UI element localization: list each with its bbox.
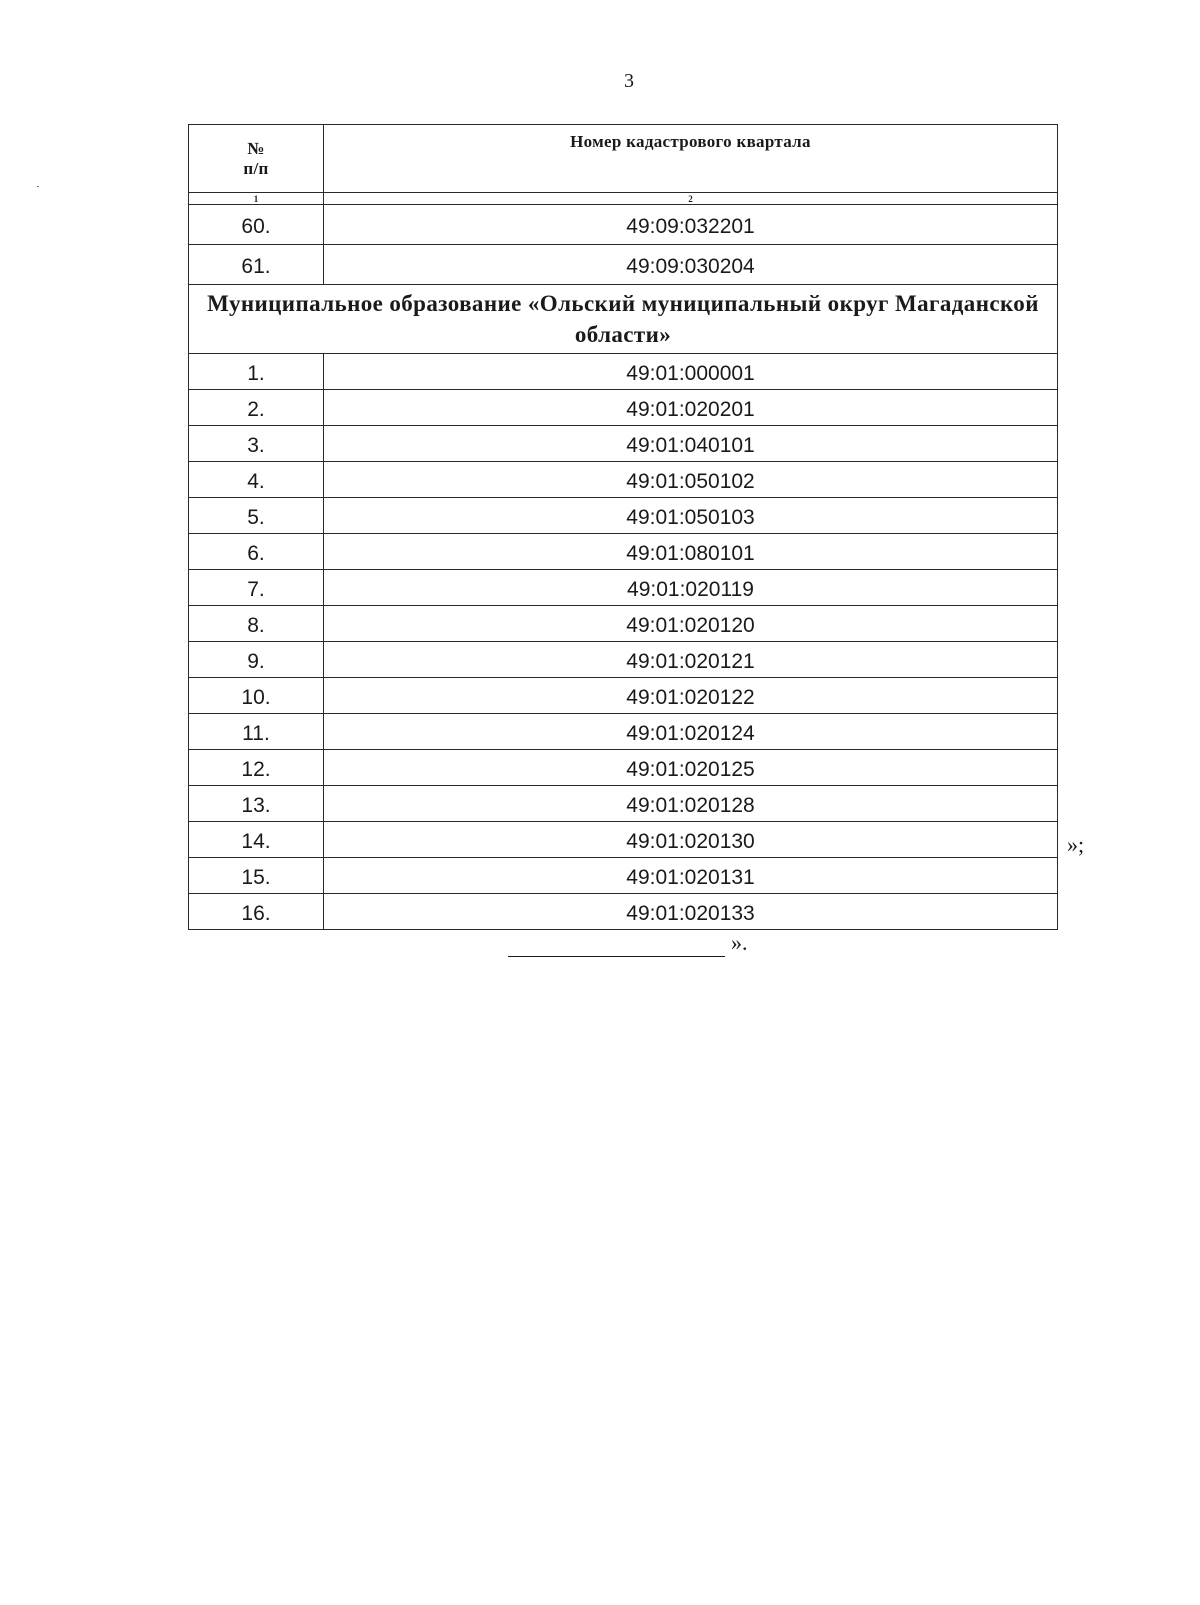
row-num: 8. bbox=[189, 606, 324, 642]
table-row bbox=[189, 714, 1058, 750]
table-row bbox=[189, 894, 1058, 930]
row-num: 60. bbox=[189, 205, 324, 245]
table-row bbox=[189, 642, 1058, 678]
row-cadastral: 49:01:020201 bbox=[324, 390, 1058, 426]
row-cadastral: 49:01:080101 bbox=[324, 534, 1058, 570]
closing-quote-mark: »; bbox=[1067, 832, 1085, 857]
row-num: 3. bbox=[189, 426, 324, 462]
row-num: 14. bbox=[189, 822, 324, 858]
column-index-row bbox=[189, 193, 1058, 205]
table-row bbox=[189, 354, 1058, 390]
row-cadastral: 49:09:032201 bbox=[324, 205, 1058, 245]
table-row bbox=[189, 462, 1058, 498]
row-cadastral: 49:01:020130 bbox=[324, 822, 1058, 858]
row-cadastral: 49:01:020125 bbox=[324, 750, 1058, 786]
column-index-num: 1 bbox=[189, 193, 324, 205]
row-cadastral: 49:01:020121 bbox=[324, 642, 1058, 678]
row-num: 1. bbox=[189, 354, 324, 390]
row-cadastral: 49:01:020122 bbox=[324, 678, 1058, 714]
table-row bbox=[189, 390, 1058, 426]
page-number: 3 bbox=[624, 70, 634, 92]
header-cadastral: Номер кадастрового квартала bbox=[324, 125, 1058, 193]
cadastral-quarters-table bbox=[188, 124, 1058, 930]
row-num: 12. bbox=[189, 750, 324, 786]
table-row bbox=[189, 534, 1058, 570]
column-index-cadastral: 2 bbox=[324, 193, 1058, 205]
table-row bbox=[189, 786, 1058, 822]
table-row bbox=[189, 822, 1058, 858]
end-underline bbox=[508, 956, 725, 957]
table-row bbox=[189, 750, 1058, 786]
row-cadastral: 49:01:020124 bbox=[324, 714, 1058, 750]
table-row bbox=[189, 498, 1058, 534]
table-row bbox=[189, 606, 1058, 642]
table-row bbox=[189, 205, 1058, 245]
row-num: 61. bbox=[189, 245, 324, 285]
table-header-row bbox=[189, 125, 1058, 193]
section-row bbox=[189, 285, 1058, 354]
row-num: 7. bbox=[189, 570, 324, 606]
row-cadastral: 49:01:050103 bbox=[324, 498, 1058, 534]
row-cadastral: 49:01:020133 bbox=[324, 894, 1058, 930]
row-cadastral: 49:01:050102 bbox=[324, 462, 1058, 498]
row-cadastral: 49:01:020120 bbox=[324, 606, 1058, 642]
row-num: 5. bbox=[189, 498, 324, 534]
row-num: 13. bbox=[189, 786, 324, 822]
row-num: 9. bbox=[189, 642, 324, 678]
table-row bbox=[189, 570, 1058, 606]
scan-speck bbox=[37, 186, 39, 187]
table-row bbox=[189, 858, 1058, 894]
end-quote-mark: ». bbox=[731, 930, 748, 955]
header-num: № п/п bbox=[189, 125, 324, 193]
table-row bbox=[189, 245, 1058, 285]
table-row bbox=[189, 426, 1058, 462]
row-cadastral: 49:01:000001 bbox=[324, 354, 1058, 390]
row-num: 10. bbox=[189, 678, 324, 714]
row-num: 16. bbox=[189, 894, 324, 930]
row-num: 15. bbox=[189, 858, 324, 894]
row-num: 4. bbox=[189, 462, 324, 498]
row-cadastral: 49:01:020131 bbox=[324, 858, 1058, 894]
row-cadastral: 49:09:030204 bbox=[324, 245, 1058, 285]
row-cadastral: 49:01:020119 bbox=[324, 570, 1058, 606]
row-num: 6. bbox=[189, 534, 324, 570]
row-cadastral: 49:01:040101 bbox=[324, 426, 1058, 462]
table-row bbox=[189, 678, 1058, 714]
row-cadastral: 49:01:020128 bbox=[324, 786, 1058, 822]
row-num: 2. bbox=[189, 390, 324, 426]
row-num: 11. bbox=[189, 714, 324, 750]
section-title: Муниципальное образование «Ольский муниципальный округ Магаданской области» bbox=[189, 285, 1058, 354]
